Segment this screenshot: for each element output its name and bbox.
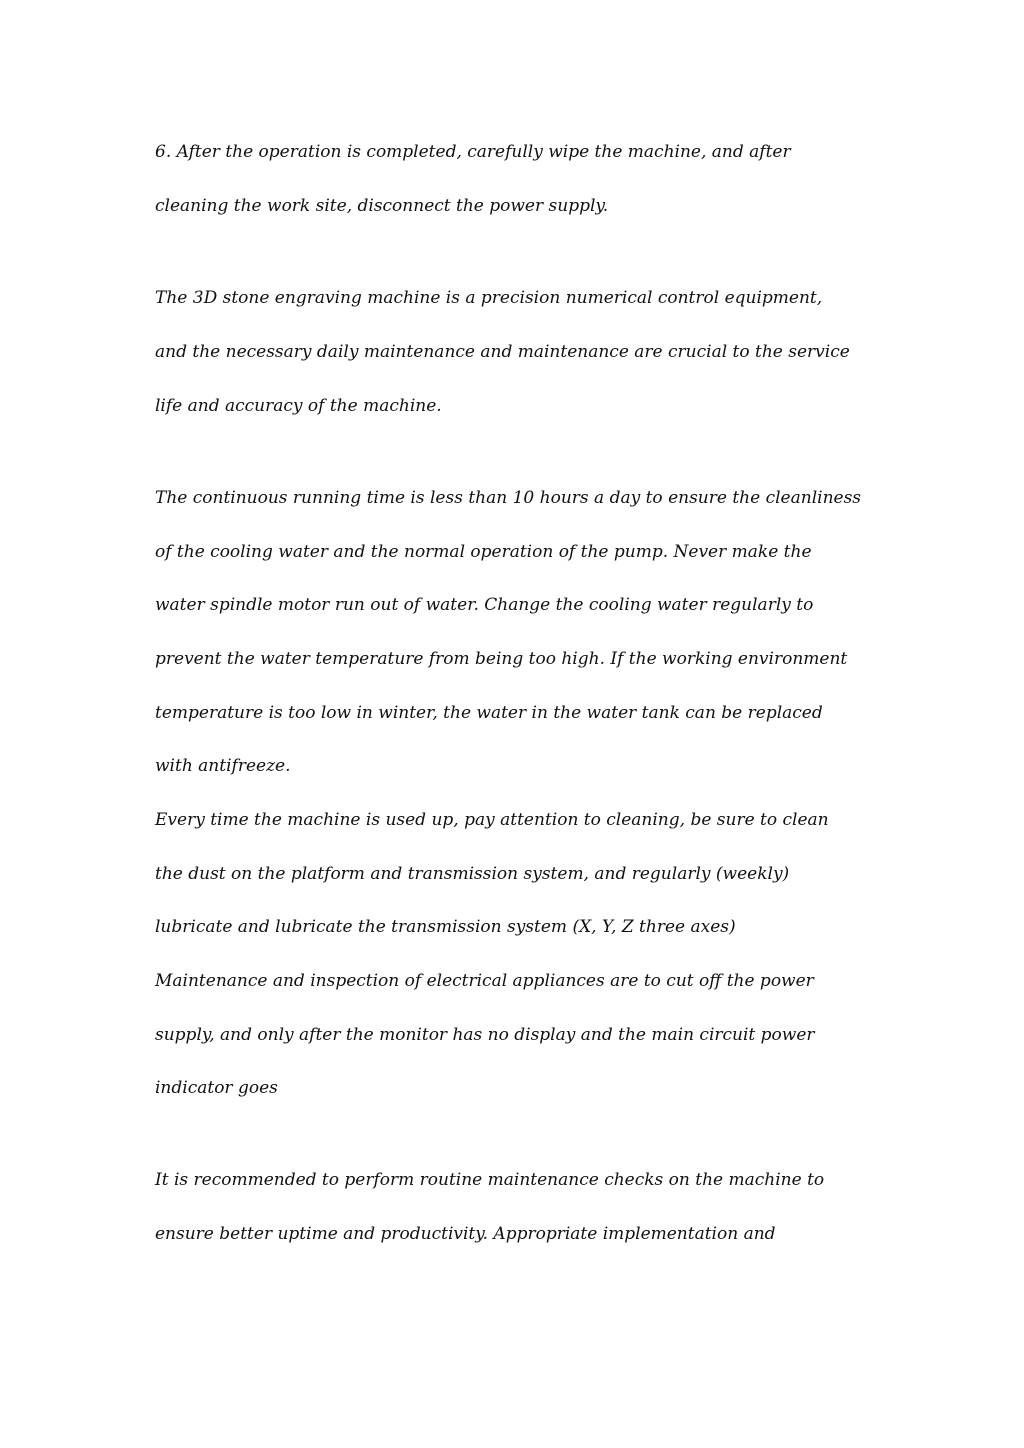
text-line: life and accuracy of the machine. xyxy=(155,396,442,416)
text-line: temperature is too low in winter, the water in the water tank can be replaced xyxy=(155,703,823,723)
text-line: supply, and only after the monitor has no display and the main circuit power xyxy=(155,1025,815,1045)
text-line: 6. After the operation is completed, carefully wipe the machine, and after xyxy=(155,142,791,162)
text-line: and the necessary daily maintenance and maintenance are crucial to the service xyxy=(155,342,850,362)
text-line: It is recommended to perform routine maintenance checks on the machine to xyxy=(155,1170,825,1190)
text-line: Every time the machine is used up, pay attention to cleaning, be sure to clean xyxy=(155,810,829,830)
text-line: lubricate and lubricate the transmission system (X, Y, Z three axes) xyxy=(155,917,736,937)
text-line: with antifreeze. xyxy=(155,756,291,776)
text-line: ensure better uptime and productivity. Appropriate implementation and xyxy=(155,1224,776,1244)
text-line: cleaning the work site, disconnect the power supply. xyxy=(155,196,609,216)
text-line: the dust on the platform and transmission system, and regularly (weekly) xyxy=(155,864,790,884)
text-line: water spindle motor run out of water. Change the cooling water regularly to xyxy=(155,595,814,615)
text-line: of the cooling water and the normal operation of the pump. Never make the xyxy=(155,542,812,562)
text-line: prevent the water temperature from being too high. If the working environment xyxy=(155,649,848,669)
text-line: Maintenance and inspection of electrical appliances are to cut off the power xyxy=(155,971,814,991)
text-line: indicator goes xyxy=(155,1078,278,1098)
text-line: The 3D stone engraving machine is a precision numerical control equipment, xyxy=(155,288,823,308)
text-line: The continuous running time is less than 10 hours a day to ensure the cleanliness xyxy=(155,488,862,508)
